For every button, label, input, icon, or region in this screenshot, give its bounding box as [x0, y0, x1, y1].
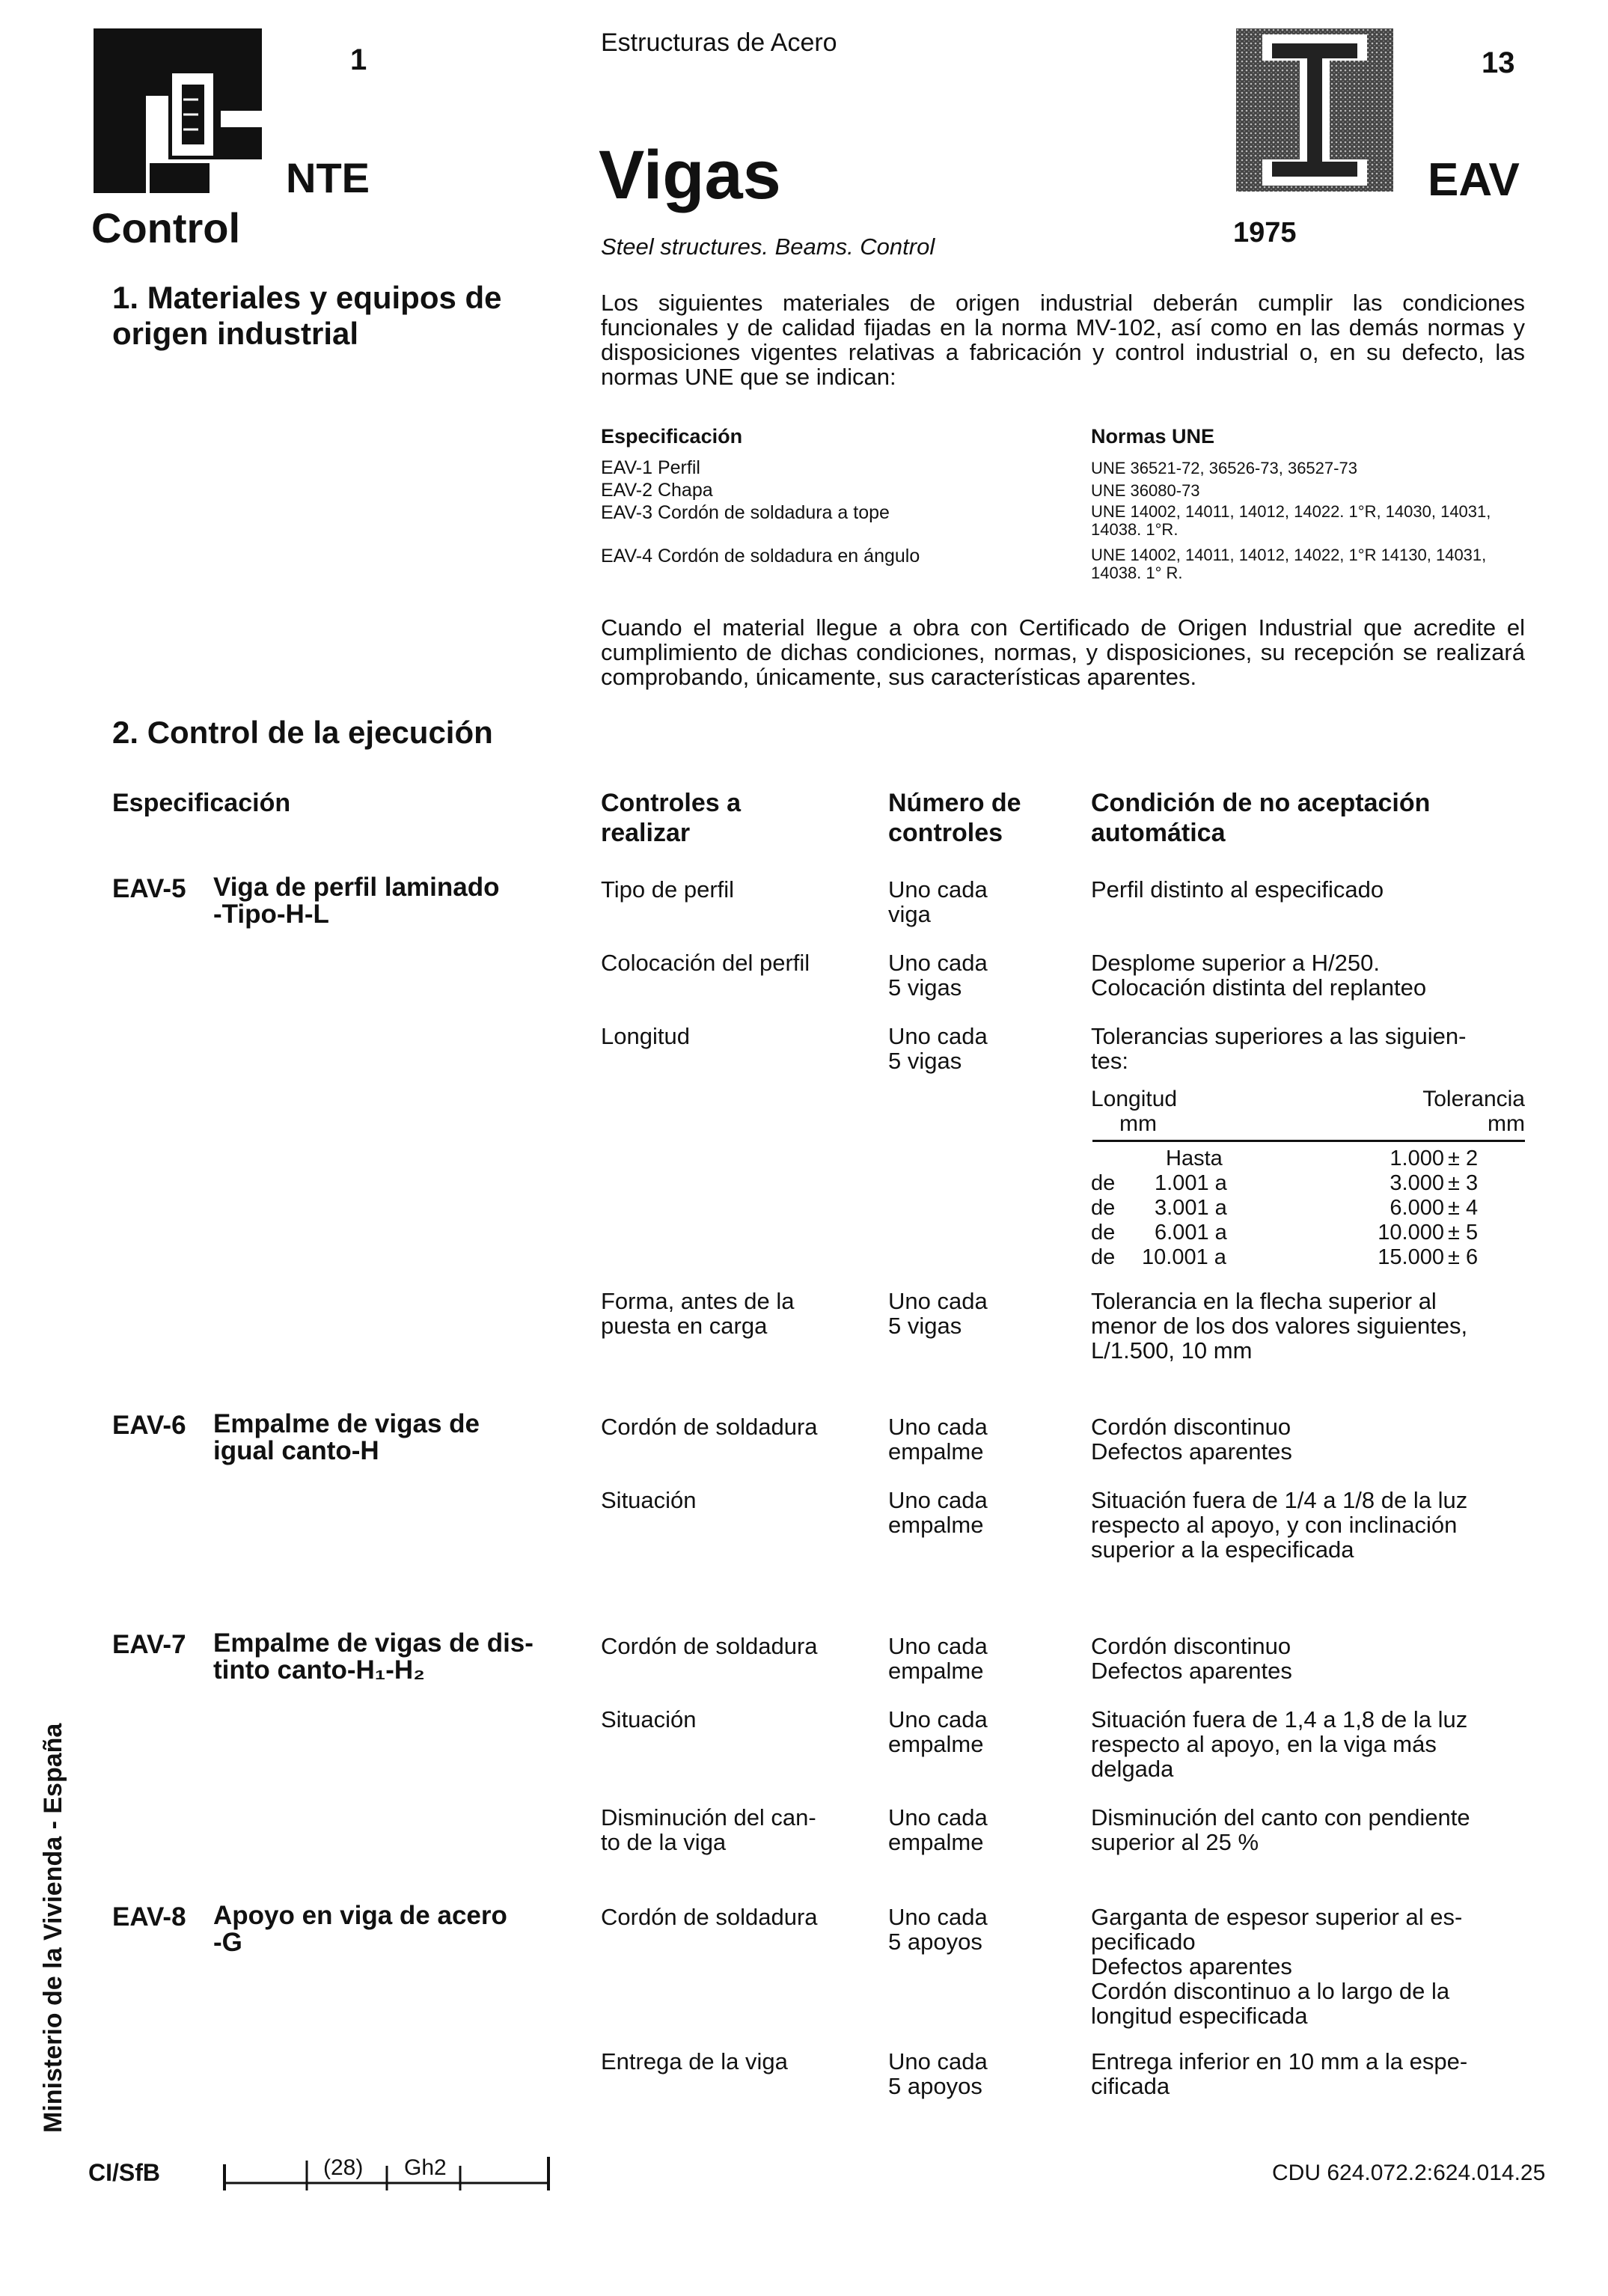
- tolerance-row: [1091, 1245, 1526, 1270]
- tolerance-from: 10.001 a: [1142, 1245, 1226, 1269]
- tolerance-row: [1091, 1147, 1526, 1171]
- cisfb-label: CI/SfB: [88, 2159, 160, 2186]
- tolerance-to: 15.000: [1378, 1245, 1444, 1269]
- col-header-condition: Condición de no aceptación automática: [1091, 789, 1431, 847]
- classification-bracket: [221, 2149, 554, 2193]
- spec-code: EAV-8: [112, 1902, 186, 1932]
- control-cell: Colocación del perfil: [601, 950, 810, 976]
- tolerance-col-tolerance: Tolerancia: [1422, 1087, 1525, 1111]
- tolerance-from: 3.001 a: [1155, 1196, 1227, 1220]
- condition-cell: Disminución del canto con pendiente superior al 25 %: [1091, 1804, 1470, 1855]
- tolerance-row: [1091, 1171, 1526, 1196]
- right-page-number: 13: [1482, 46, 1515, 79]
- tolerance-value: ± 3: [1448, 1171, 1479, 1195]
- spec-code: EAV-7: [112, 1630, 186, 1659]
- year: 1975: [1233, 217, 1297, 248]
- tolerance-to: 3.000: [1390, 1171, 1444, 1195]
- tolerance-rule: [1092, 1140, 1525, 1142]
- tolerance-to: 6.000: [1390, 1196, 1444, 1220]
- condition-cell: Desplome superior a H/250. Colocación distinta del replanteo: [1091, 950, 1427, 1001]
- eav-label: EAV: [1428, 154, 1520, 206]
- spec-code: EAV-5: [112, 874, 186, 903]
- condition-cell: Perfil distinto al especificado: [1091, 876, 1384, 903]
- number-cell: Uno cada empalme: [888, 1633, 988, 1684]
- condition-cell: Garganta de espesor superior al es- pecificado Defectos aparentes Cordón discontinuo a lo largo de la longitud especificada: [1091, 1904, 1463, 2029]
- control-cell: Cordón de soldadura: [601, 1414, 818, 1440]
- section1-closing: Cuando el material llegue a obra con Certificado de Origen Industrial que acredite el cumplimiento de dichas condiciones, normas, y disposiciones, su recepción se realizará comprobando, únicamente, sus características aparentes.: [601, 614, 1525, 690]
- material-une: UNE 36080-73: [1091, 481, 1200, 500]
- nte-label: NTE: [286, 154, 370, 201]
- col-header-controls: Controles a realizar: [601, 789, 742, 847]
- col-header-spec: Especificación: [112, 789, 291, 817]
- spec-title: Empalme de vigas de igual canto-H: [213, 1409, 480, 1465]
- steel-beam-logo: [1236, 28, 1393, 192]
- tolerance-value: ± 5: [1448, 1221, 1479, 1245]
- tolerance-col-length: Longitud: [1091, 1087, 1178, 1111]
- number-cell: Uno cada viga: [888, 876, 988, 927]
- condition-cell: Situación fuera de 1,4 a 1,8 de la luz respecto al apoyo, en la viga más delgada: [1091, 1706, 1468, 1782]
- tolerance-prefix: de: [1091, 1245, 1116, 1269]
- tolerance-value: ± 2: [1448, 1147, 1479, 1170]
- condition-cell: Tolerancia en la flecha superior al menor de los dos valores siguientes, L/1.500, 10 mm: [1091, 1288, 1468, 1364]
- spec-code: EAV-6: [112, 1411, 186, 1440]
- material-une: UNE 36521-72, 36526-73, 36527-73: [1091, 459, 1357, 477]
- english-subtitle: Steel structures. Beams. Control: [601, 233, 935, 260]
- control-cell: Longitud: [601, 1023, 690, 1049]
- page-title: Vigas: [599, 137, 781, 213]
- tolerance-from: Hasta: [1166, 1147, 1223, 1170]
- tolerance-row: [1091, 1221, 1526, 1245]
- materials-une-header: Normas UNE: [1091, 425, 1215, 448]
- number-cell: Uno cada empalme: [888, 1487, 988, 1538]
- number-cell: Uno cada 5 apoyos: [888, 2048, 988, 2099]
- number-cell: Uno cada 5 apoyos: [888, 1904, 988, 1955]
- tolerance-unit-left: mm: [1119, 1111, 1157, 1136]
- condition-cell: Tolerancias superiores a las siguien- tes:: [1091, 1023, 1467, 1074]
- section1-title: 1. Materiales y equipos de origen industrial: [112, 280, 502, 351]
- control-cell: Cordón de soldadura: [601, 1904, 818, 1930]
- ministry-vertical-label: Ministerio de la Vivienda - España: [39, 1723, 67, 2133]
- spec-title: Viga de perfil laminado -Tipo-H-L: [213, 873, 500, 929]
- control-cell: Situación: [601, 1706, 697, 1732]
- material-une: UNE 14002, 14011, 14012, 14022. 1°R, 14030, 14031, 14038. 1°R.: [1091, 502, 1491, 539]
- material-spec: EAV-4 Cordón de soldadura en ángulo: [601, 546, 920, 567]
- number-cell: Uno cada empalme: [888, 1706, 988, 1757]
- condition-cell: Entrega inferior en 10 mm a la espe- cificada: [1091, 2048, 1468, 2099]
- control-cell: Forma, antes de la puesta en carga: [601, 1288, 795, 1339]
- number-cell: Uno cada 5 vigas: [888, 1023, 988, 1074]
- material-spec: EAV-2 Chapa: [601, 480, 713, 501]
- number-cell: Uno cada empalme: [888, 1804, 988, 1855]
- condition-cell: Situación fuera de 1/4 a 1/8 de la luz respecto al apoyo, y con inclinación superior a la especificada: [1091, 1487, 1468, 1563]
- nte-logo: [94, 28, 262, 193]
- section1-intro: Los siguientes materiales de origen industrial deberán cumplir las condiciones funcionales y de calidad fijadas en la norma MV-102, así como en las demás normas y disposiciones vigentes relativas a fabricación y control industrial o, en su defecto, las normas UNE que se indican:: [601, 290, 1525, 390]
- control-label: Control: [91, 204, 241, 251]
- tolerance-from: 6.001 a: [1155, 1221, 1227, 1245]
- tolerance-to: 1.000: [1390, 1147, 1444, 1170]
- tolerance-from: 1.001 a: [1155, 1171, 1227, 1195]
- col-header-number: Número de controles: [888, 789, 1021, 847]
- material-spec: EAV-1 Perfil: [601, 457, 700, 478]
- condition-cell: Cordón discontinuo Defectos aparentes: [1091, 1633, 1292, 1684]
- tolerance-value: ± 6: [1448, 1245, 1479, 1269]
- left-page-number: 1: [350, 43, 367, 76]
- number-cell: Uno cada 5 vigas: [888, 1288, 988, 1339]
- control-cell: Entrega de la viga: [601, 2048, 788, 2074]
- number-cell: Uno cada 5 vigas: [888, 950, 988, 1001]
- material-spec: EAV-3 Cordón de soldadura a tope: [601, 502, 890, 523]
- materials-spec-header: Especificación: [601, 425, 743, 448]
- cdu-code: CDU 624.072.2:624.014.25: [1272, 2161, 1546, 2185]
- control-cell: Cordón de soldadura: [601, 1633, 818, 1659]
- tolerance-value: ± 4: [1448, 1196, 1479, 1220]
- condition-cell: Cordón discontinuo Defectos aparentes: [1091, 1414, 1292, 1465]
- classification-code-2: Gh2: [404, 2155, 447, 2180]
- tolerance-prefix: de: [1091, 1196, 1116, 1220]
- spec-title: Empalme de vigas de dis- tinto canto-H₁-H₂: [213, 1628, 534, 1685]
- control-cell: Disminución del can- to de la viga: [601, 1804, 816, 1855]
- number-cell: Uno cada empalme: [888, 1414, 988, 1465]
- tolerance-prefix: de: [1091, 1171, 1116, 1195]
- control-cell: Tipo de perfil: [601, 876, 735, 903]
- spec-title: Apoyo en viga de acero -G: [213, 1901, 507, 1957]
- tolerance-unit-right: mm: [1488, 1111, 1525, 1136]
- material-une: UNE 14002, 14011, 14012, 14022, 1°R 14130, 14031, 14038. 1° R.: [1091, 546, 1487, 582]
- tolerance-row: [1091, 1196, 1526, 1221]
- control-cell: Situación: [601, 1487, 697, 1513]
- tolerance-prefix: de: [1091, 1221, 1116, 1245]
- classification-code-1: (28): [323, 2155, 364, 2180]
- subject-line: Estructuras de Acero: [601, 28, 837, 57]
- section2-title: 2. Control de la ejecución: [112, 715, 493, 750]
- tolerance-to: 10.000: [1378, 1221, 1444, 1245]
